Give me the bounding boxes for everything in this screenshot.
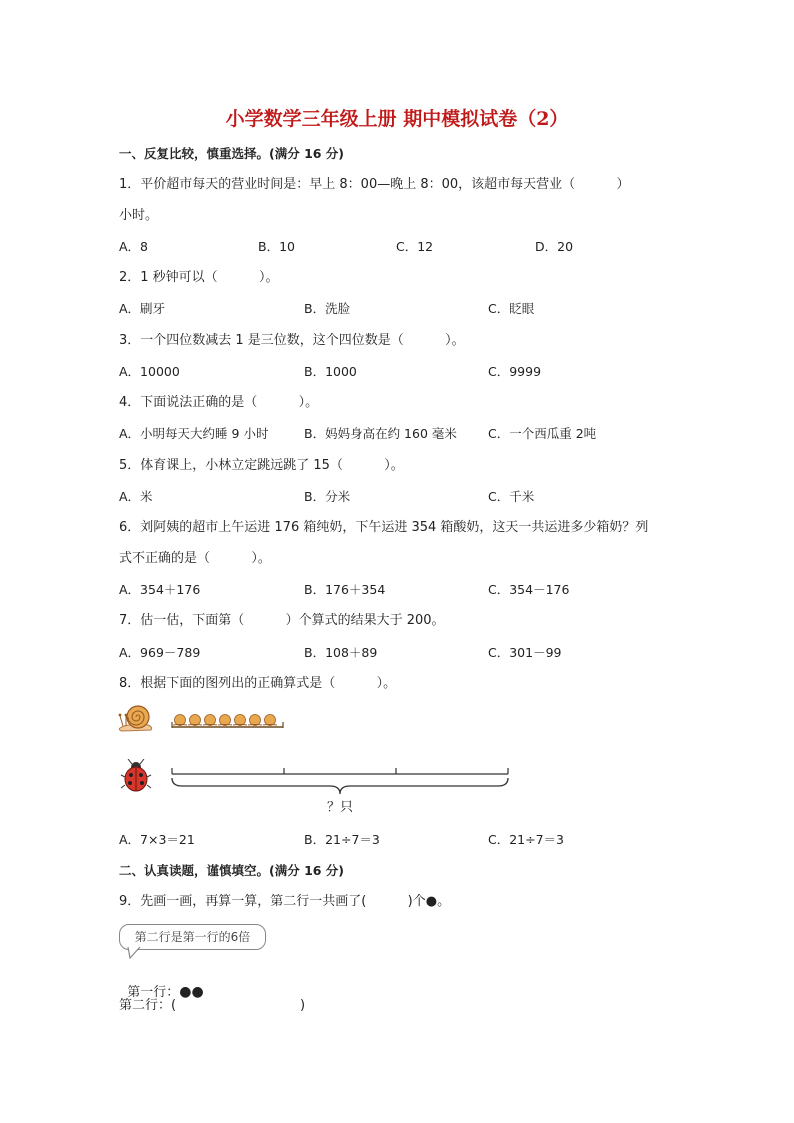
speech-bubble-tail — [126, 947, 146, 959]
question-6-line-1: 6．刘阿姨的超市上午运进 176 箱纯奶，下午运进 354 箱酸奶，这天一共运进多少箱奶？列 — [119, 520, 649, 535]
question-1-line-1: 1．平价超市每天的营业时间是：早上 8：00—晚上 8：00，该超市每天营业（ ） — [119, 177, 630, 192]
question-9: 9．先画一画，再算一算，第二行一共画了( )个●。 — [119, 894, 451, 909]
q2-option-b: B．洗脸 — [304, 301, 351, 316]
q1-option-c: C．12 — [396, 239, 434, 254]
q4-option-c: C．一个西瓜重 2吨 — [488, 426, 597, 441]
q1-option-b: B．10 — [258, 239, 295, 254]
q2-option-a: A．刷牙 — [119, 301, 166, 316]
row-1-label-text: 第一行： — [127, 985, 180, 1000]
snail-icon — [118, 701, 154, 733]
question-1-line-2: 小时。 — [119, 208, 159, 223]
small-snail-icon — [188, 715, 202, 726]
q6-option-c: C．354－176 — [488, 582, 570, 597]
section-2-heading: 二、认真读题，谨慎填空。(满分 16 分) — [119, 863, 345, 878]
q2-option-c: C．眨眼 — [488, 301, 535, 316]
question-7: 7．估一估，下面第（ ）个算式的结果大于 200。 — [119, 613, 445, 628]
question-3: 3．一个四位数减去 1 是三位数，这个四位数是（ ）。 — [119, 333, 465, 348]
q1-option-d: D．20 — [535, 239, 574, 254]
segment-line-with-brace — [168, 764, 514, 802]
question-2: 2．1 秒钟可以（ ）。 — [119, 270, 279, 285]
q8-option-c: C．21÷7＝3 — [488, 832, 565, 847]
q4-option-b: B．妈妈身高在约 160 毫米 — [304, 426, 457, 441]
q3-option-c: C．9999 — [488, 364, 542, 379]
q7-option-b: B．108＋89 — [304, 645, 378, 660]
small-snail-icon — [233, 715, 247, 726]
question-4: 4．下面说法正确的是（ ）。 — [119, 395, 319, 410]
question-5: 5．体育课上，小林立定跳远跳了 15（ ）。 — [119, 458, 404, 473]
q7-option-a: A．969－789 — [119, 645, 201, 660]
small-snail-icon — [248, 715, 262, 726]
q1-option-a: A．8 — [119, 239, 149, 254]
q5-option-b: B．分米 — [304, 489, 351, 504]
question-6-line-2: 式不正确的是（ ）。 — [119, 551, 271, 566]
q5-option-a: A．米 — [119, 489, 153, 504]
small-snail-icon — [218, 715, 232, 726]
q4-option-a: A．小明每天大约睡 9 小时 — [119, 426, 269, 441]
snail-row — [170, 709, 286, 731]
q3-option-b: B．1000 — [304, 364, 357, 379]
q3-option-a: A．10000 — [119, 364, 180, 379]
small-snail-icon — [203, 715, 217, 726]
ladybug-icon — [120, 759, 152, 793]
page-title: 小学数学三年级上册 期中模拟试卷（2） — [225, 108, 569, 130]
small-snail-icon — [263, 715, 277, 726]
q7-option-c: C．301－99 — [488, 645, 562, 660]
q5-option-c: C．千米 — [488, 489, 535, 504]
small-snail-icon — [173, 715, 187, 726]
q8-option-b: B．21÷7＝3 — [304, 832, 380, 847]
q8-option-a: A．7×3＝21 — [119, 832, 195, 847]
figure-label: ？只 — [327, 800, 354, 815]
q6-option-a: A．354＋176 — [119, 582, 201, 597]
question-8: 8．根据下面的图列出的正确算式是（ ）。 — [119, 676, 397, 691]
row-2-answer: 第二行：( ) — [119, 998, 306, 1013]
q6-option-b: B．176＋354 — [304, 582, 386, 597]
row-1-dots: ●● — [179, 984, 204, 1000]
speech-bubble: 第二行是第一行的6倍 — [119, 924, 266, 950]
section-1-heading: 一、反复比较，慎重选择。(满分 16 分) — [119, 146, 345, 161]
